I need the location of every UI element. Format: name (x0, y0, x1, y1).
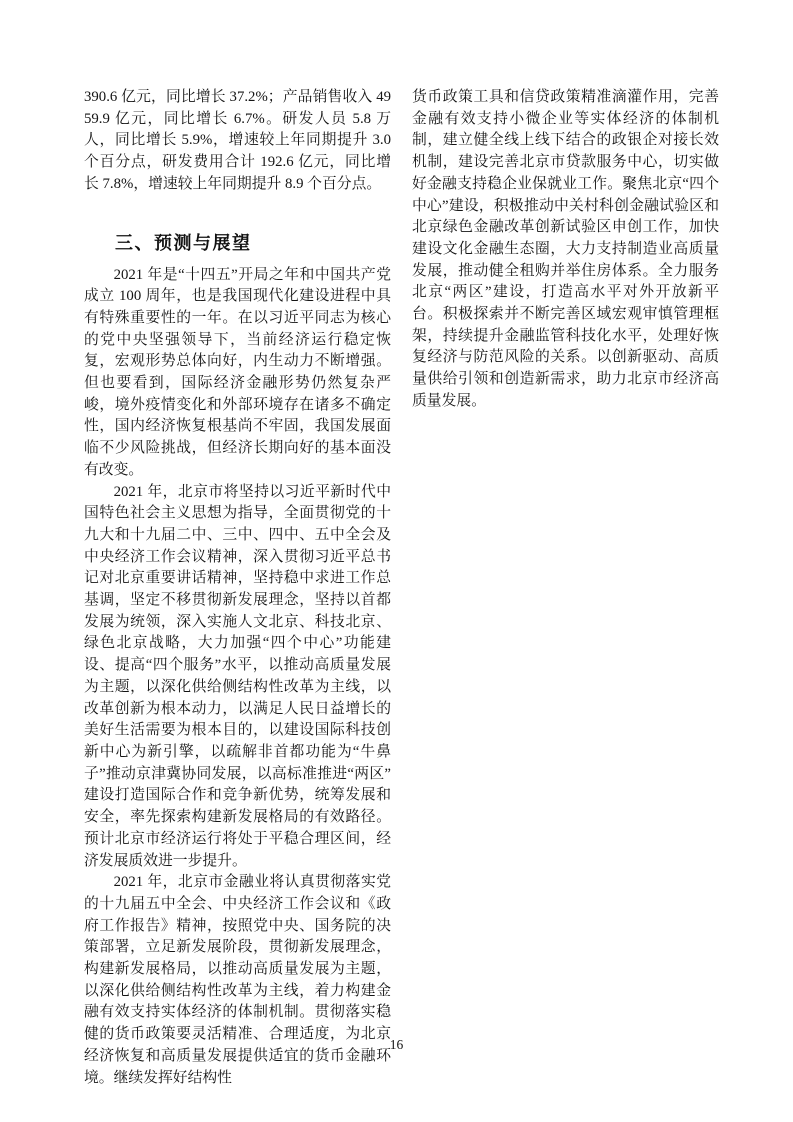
page-number: 16 (389, 1037, 404, 1052)
paragraph-finance-industry: 2021 年，北京市金融业将认真贯彻落实党的十九届五中全会、中央经济工作会议和《政府工作报告》精神，按照党中央、国务院的决策部署，立足新发展阶段，贯彻新发展理念，构建新发展格局，以推动高质量发展为主题，以深化供给侧结构性改革为主线，着力构建金融有效支持实体经济的体制机制。贯彻落实稳健的货币政策要灵活精准、合理适度，为北京经济恢复和高质量发展提供适宜的货币金融环境。继续发挥好结构性 (84, 874, 391, 1086)
paragraph-macro-situation: 2021 年是“十四五”开局之年和中国共产党成立 100 周年，也是我国现代化建设进程中具有特殊重要性的一年。在以习近平同志为核心的党中央坚强领导下，当前经济运行稳定恢复，宏观形势总体向好，内生动力不断增强。但也要看到，国际经济金融形势仍然复杂严峻，境外疫情变化和外部环境存在诸多不确定性，国内经济恢复根基尚不牢固，我国发展面临不少风险挑战，但经济长期向好的基本面没有改变。 (84, 266, 391, 478)
content-columns (84, 87, 719, 1089)
right-column (412, 87, 719, 1089)
paragraph-continuation-stats: 390.6 亿元，同比增长 37.2%；产品销售收入 4959.9 亿元，同比增长 6.7%。研发人员 5.8 万人，同比增长 5.9%，增速较上年同期提升 3.0 个百分点，研发费用合计 192.6 亿元，同比增长 7.8%，增速较上年同期提升 8.9 个百分点。 (84, 89, 391, 192)
paragraph-monetary-policy-continuation: 货币政策工具和信贷政策精准滴灌作用，完善金融有效支持小微企业等实体经济的体制机制，建立健全线上线下结合的政银企对接长效机制，建设完善北京市贷款服务中心，切实做好金融支持稳企业保就业工作。聚焦北京“四个中心”建设，积极推动中关村科创金融试验区和北京绿色金融改革创新试验区申创工作，加快建设文化金融生态圈，大力支持制造业高质量发展，推动健全租购并举住房体系。全力服务北京“两区”建设，打造高水平对外开放新平台。积极探索并不断完善区域宏观审慎管理框架，持续提升金融监管科技化水平，处理好恢复经济与防范风险的关系。以创新驱动、高质量供给引领和创造新需求，助力北京市经济高质量发展。 (412, 89, 719, 409)
section-heading-forecast-outlook: 三、预测与展望 (115, 232, 252, 254)
left-column (84, 87, 391, 1089)
paragraph-beijing-plan: 2021 年，北京市将坚持以习近平新时代中国特色社会主义思想为指导，全面贯彻党的十九大和十九届二中、三中、四中、五中全会及中央经济工作会议精神，深入贯彻习近平总书记对北京重要讲话精神，坚持稳中求进工作总基调，坚定不移贯彻新发展理念，坚持以首都发展为统领，深入实施人文北京、科技北京、绿色北京战略，大力加强“四个中心”功能建设、提高“四个服务”水平，以推动高质量发展为主题，以深化供给侧结构性改革为主线，以改革创新为根本动力，以满足人民日益增长的美好生活需要为根本目的，以建设国际科技创新中心为新引擎，以疏解非首都功能为“牛鼻子”推动京津冀协同发展，以高标准推进“两区”建设打造国际合作和竞争新优势，统筹发展和安全，率先探索构建新发展格局的有效路径。预计北京市经济运行将处于平稳合理区间，经济发展质效进一步提升。 (84, 483, 391, 869)
